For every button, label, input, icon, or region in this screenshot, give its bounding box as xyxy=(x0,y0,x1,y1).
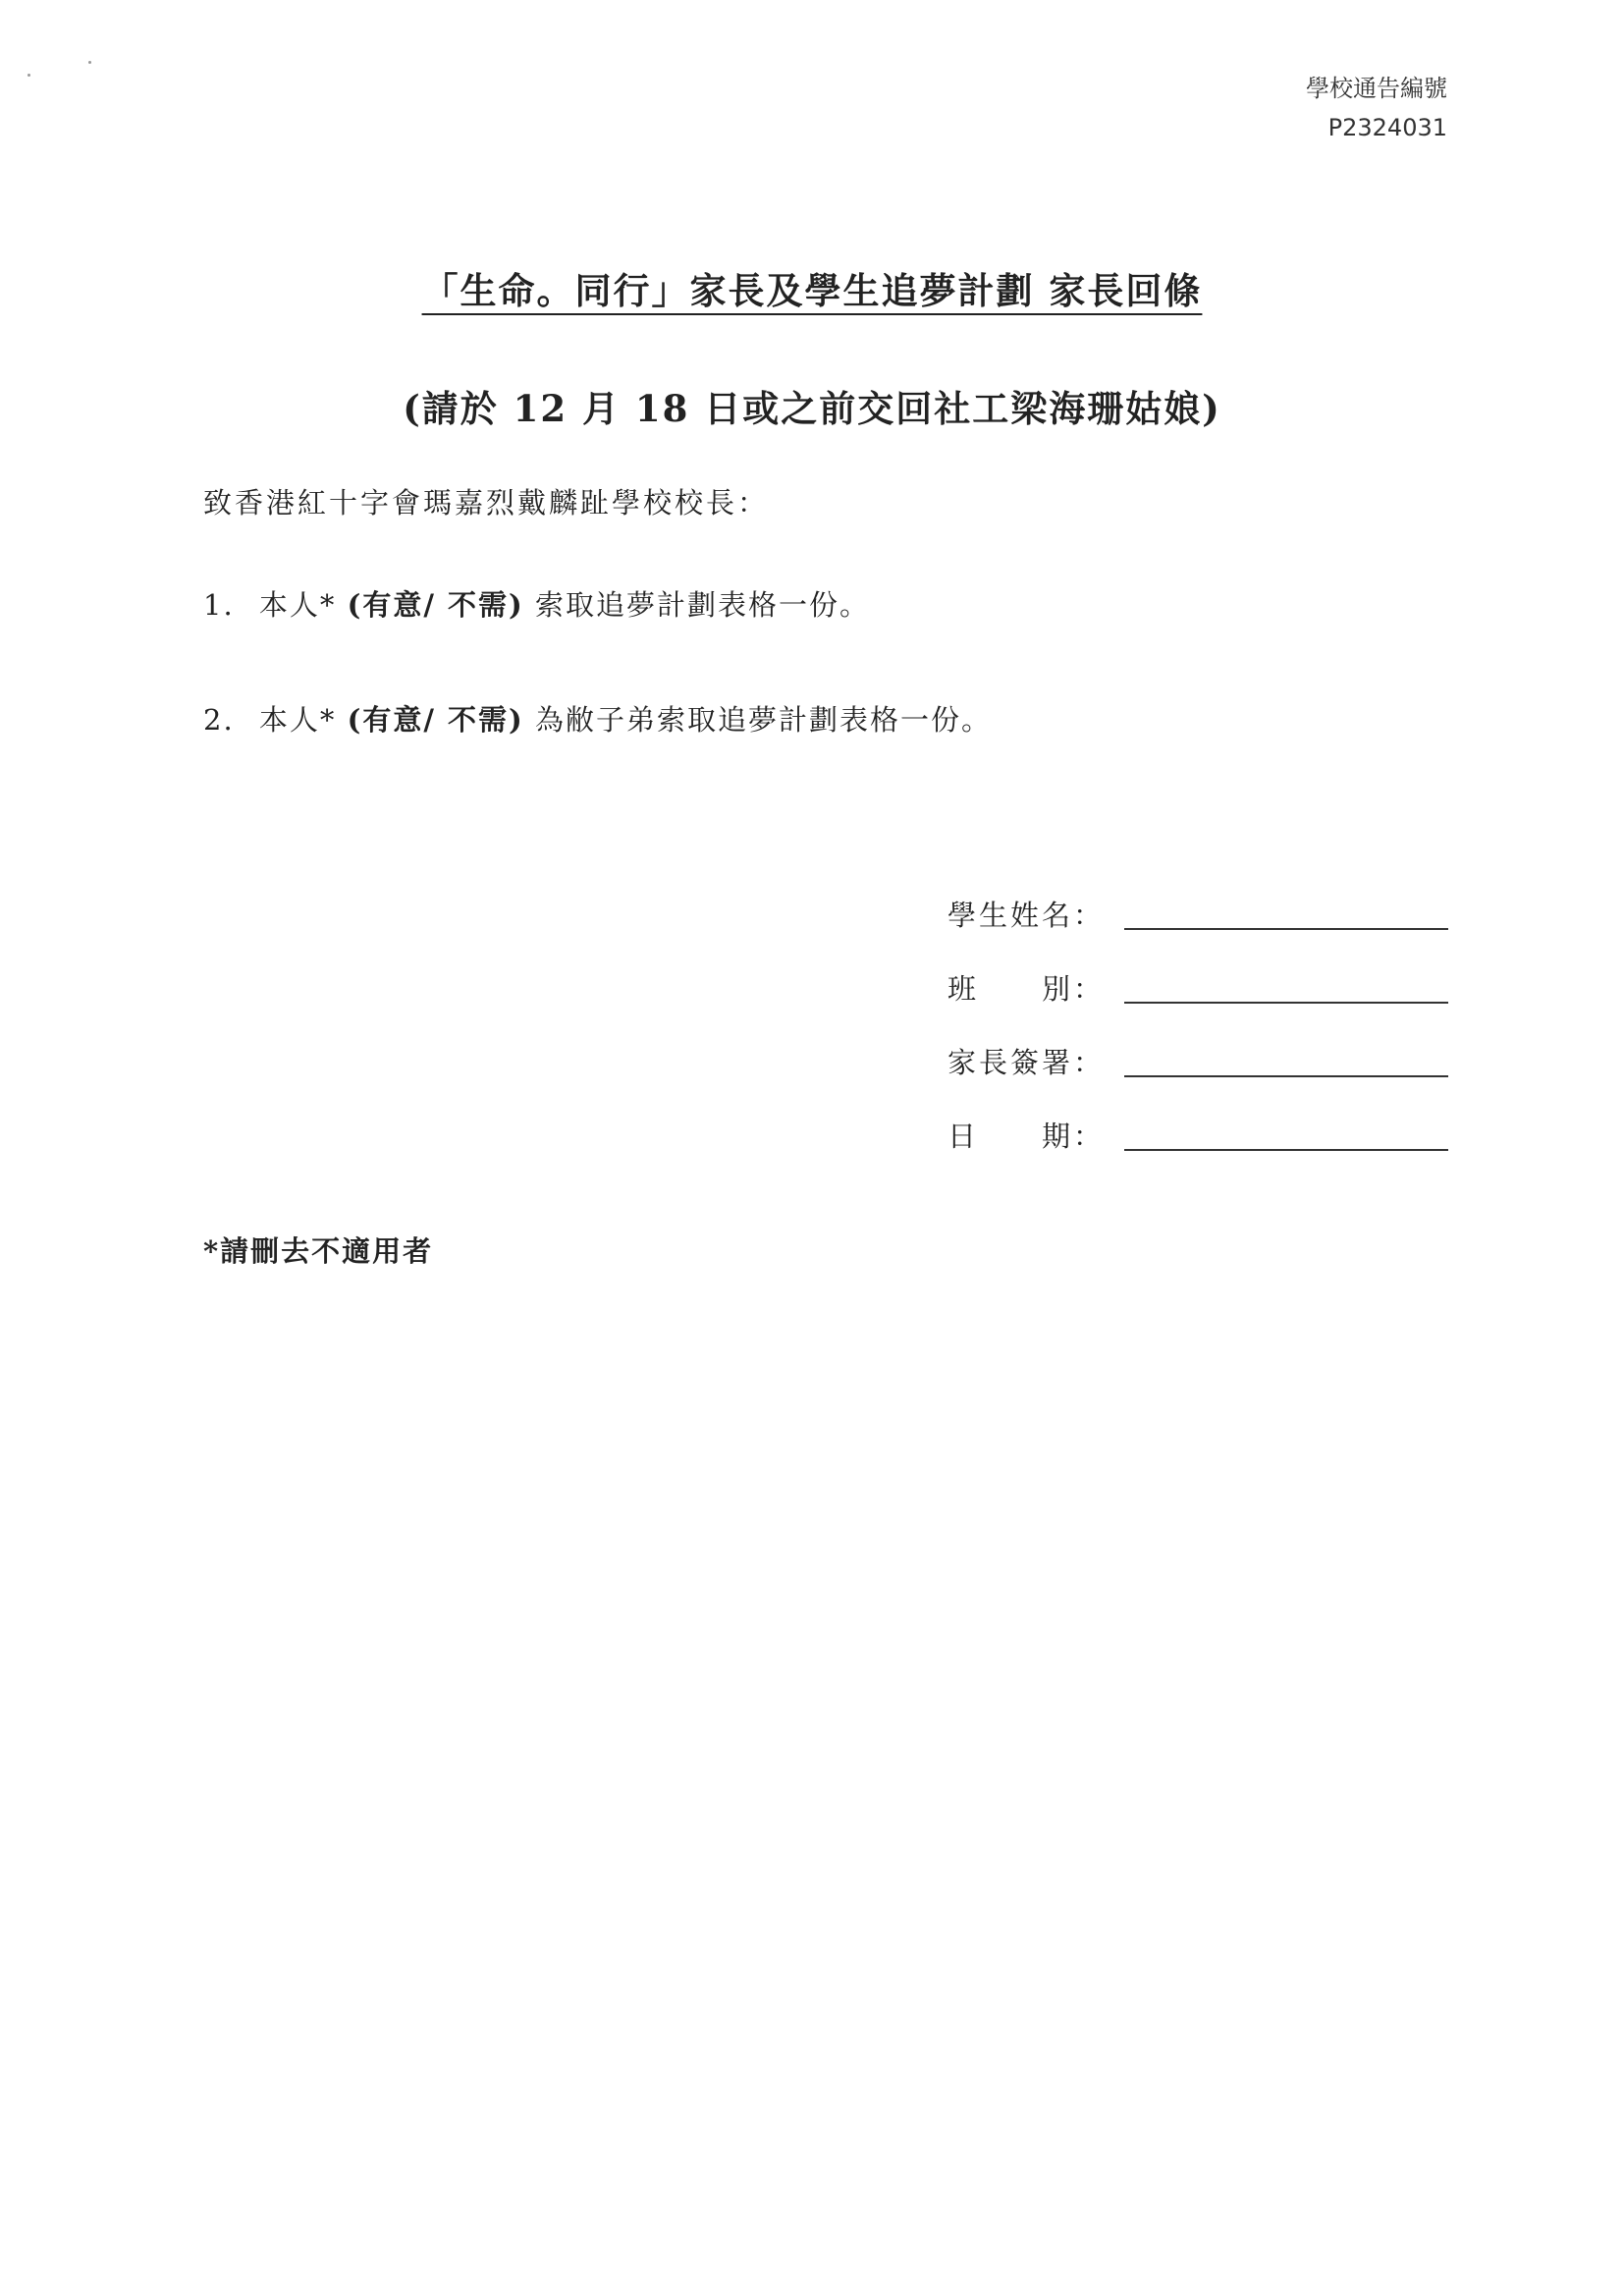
parent-signature-label: 家長簽署： xyxy=(947,1046,1106,1079)
document-title-text: 「生命。同行」家長及學生追夢計劃 家長回條 xyxy=(421,269,1203,312)
student-name-field[interactable] xyxy=(1124,899,1448,930)
reply-option-prefix: 本人* xyxy=(258,588,337,622)
reply-option-prefix: 本人* xyxy=(258,703,337,737)
notice-number-label: 學校通告編號 xyxy=(1306,75,1447,102)
date-label: 日 期： xyxy=(947,1120,1106,1153)
date-row xyxy=(947,1081,1448,1155)
class-label: 班 別： xyxy=(947,972,1106,1006)
reply-option-choice[interactable]: (有意/ 不需) xyxy=(347,588,524,622)
reply-option-1 xyxy=(203,583,870,624)
reply-option-choice[interactable]: (有意/ 不需) xyxy=(347,703,524,737)
notice-number-code: P2324031 xyxy=(1327,114,1447,141)
reply-option-text: 為敝子弟索取追夢計劃表格一份。 xyxy=(534,703,992,737)
signature-fields xyxy=(947,860,1448,1155)
parent-signature-row xyxy=(947,1008,1448,1081)
reply-option-number: 1. xyxy=(203,588,235,622)
student-name-label: 學生姓名： xyxy=(947,899,1106,932)
scan-speck xyxy=(88,61,91,64)
addressee-line: 致香港紅十字會瑪嘉烈戴麟趾學校校長： xyxy=(203,486,770,519)
document-title xyxy=(0,261,1624,314)
reply-option-text: 索取追夢計劃表格一份。 xyxy=(534,588,870,622)
student-name-row xyxy=(947,860,1448,934)
scan-speck xyxy=(27,74,30,77)
notice-number-block xyxy=(1306,69,1447,147)
class-field[interactable] xyxy=(1124,972,1448,1004)
reply-option-number: 2. xyxy=(203,703,235,737)
return-deadline: (請於 12 月 18 日或之前交回社工梁海珊姑娘) xyxy=(403,387,1221,430)
reply-option-2 xyxy=(203,698,992,738)
footnote: *請刪去不適用者 xyxy=(203,1234,434,1268)
class-row xyxy=(947,934,1448,1008)
date-field[interactable] xyxy=(1124,1120,1448,1151)
parent-signature-field[interactable] xyxy=(1124,1046,1448,1077)
